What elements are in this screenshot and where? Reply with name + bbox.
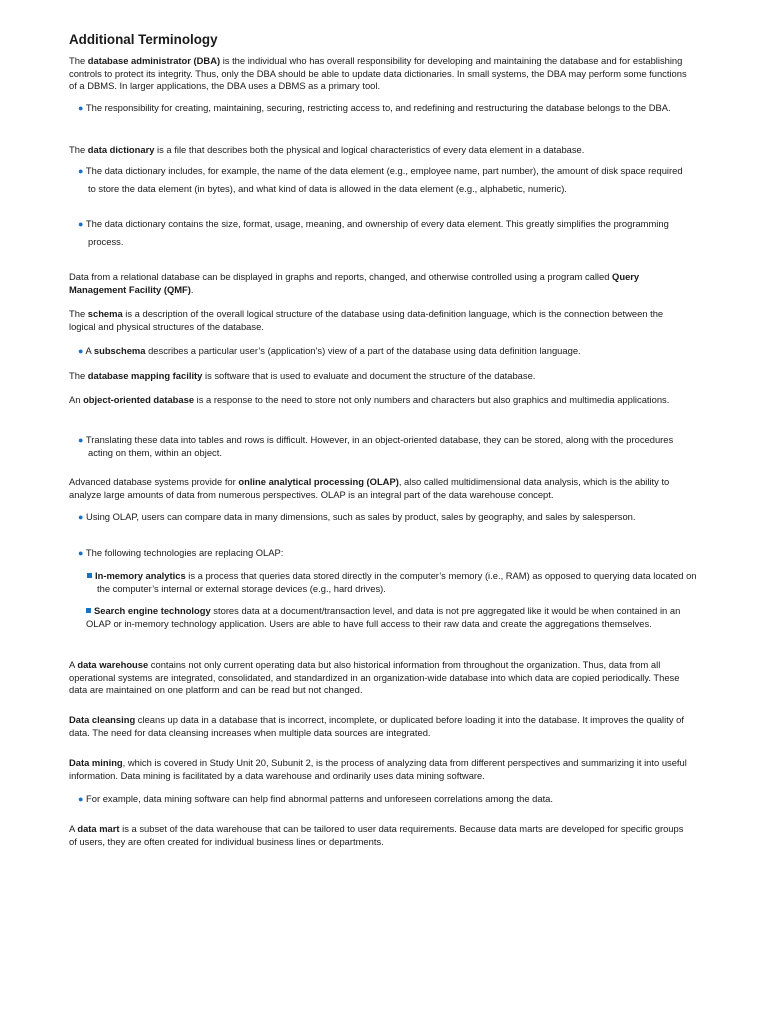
bullet-icon: ● bbox=[78, 166, 84, 176]
bullet-icon: ● bbox=[78, 435, 84, 445]
term-mapping-facility: database mapping facility bbox=[87, 370, 203, 381]
term-data-mart: data mart bbox=[77, 823, 120, 834]
term-search-engine: Search engine technology bbox=[94, 605, 211, 616]
olap-paragraph: Advanced database systems provide for online analytical processing (OLAP), also called multidimensional data analysis, which is the ability to analyze large amounts of data from numerous perspectives. OLAP is an integral part of the data warehouse concept. bbox=[69, 476, 670, 500]
page-title: Additional Terminology bbox=[69, 32, 218, 47]
data-dictionary-bullet-2: ● The data dictionary contains the size, format, usage, meaning, and ownership of every data element. This greatly simplifies the programming process. bbox=[78, 218, 669, 247]
term-inmemory: In-memory analytics bbox=[95, 570, 186, 581]
dba-paragraph: The database administrator (DBA) is the individual who has overall responsibility for developing and maintaining the database and for establishing controls to protect its integrity. Thus, only the DBA should be able to update data dictionaries. In small systems, the DBA may perform some functions of a DBMS. In larger applications, the DBA uses a DBMS as a primary tool. bbox=[69, 55, 687, 92]
term-subschema: subschema bbox=[93, 345, 146, 356]
term-dba: database administrator (DBA) bbox=[87, 55, 221, 66]
warehouse-paragraph: A data warehouse contains not only current operating data but also historical information from throughout the organization. Thus, data from all operational systems are integrated, consolidated, and standardized in an organization-wide database into which data are copied periodically. These data are maintained on one platform and can be read but not changed. bbox=[69, 659, 680, 696]
term-olap: online analytical processing (OLAP) bbox=[238, 476, 399, 487]
term-oodb: object-oriented database bbox=[83, 394, 195, 405]
oodb-bullet: ● Translating these data into tables and rows is difficult. However, in an object-oriented database, they can be stored, along with the procedures acting on them, within an object. bbox=[78, 434, 674, 458]
oodb-paragraph: An object-oriented database is a response to the need to store not only numbers and characters but also graphics and multimedia applications. bbox=[69, 394, 670, 405]
inmemory-subbullet: In-memory analytics is a process that queries data stored directly in the computer’s memory (i.e., RAM) as opposed to querying data located on the computer’s internal or external storage devices (e.g., hard drives). bbox=[86, 570, 697, 595]
term-data-mining: Data mining bbox=[69, 757, 123, 768]
cleansing-paragraph: Data cleansing cleans up data in a database that is incorrect, incomplete, or duplicated before loading it into the database. It improves the quality of data. The need for data cleansing increases when multiple data sources are integrated. bbox=[69, 714, 684, 738]
subschema-bullet: ● A subschema describes a particular user’s (application’s) view of a part of the database using data definition language. bbox=[78, 345, 581, 356]
bullet-icon: ● bbox=[78, 219, 84, 229]
schema-paragraph: The schema is a description of the overall logical structure of the database using data-definition language, which is the connection between the logical and physical structures of the database. bbox=[69, 308, 664, 332]
square-bullet-icon bbox=[87, 573, 92, 578]
mapping-paragraph: The database mapping facility is software that is used to evaluate and document the structure of the database. bbox=[69, 370, 536, 381]
term-qmf: Query Management Facility (QMF) bbox=[69, 271, 640, 295]
term-data-cleansing: Data cleansing bbox=[69, 714, 136, 725]
bullet-icon: ● bbox=[78, 346, 84, 356]
term-data-dictionary: data dictionary bbox=[87, 144, 155, 155]
mining-bullet: ● For example, data mining software can help find abnormal patterns and unforeseen correlations among the data. bbox=[78, 793, 553, 804]
bullet-icon: ● bbox=[78, 548, 84, 558]
qmf-paragraph: Data from a relational database can be displayed in graphs and reports, changed, and otherwise controlled using a program called Query Management Facility (QMF). bbox=[69, 271, 640, 295]
bullet-icon: ● bbox=[78, 512, 84, 522]
mining-paragraph: Data mining, which is covered in Study Unit 20, Subunit 2, is the process of analyzing data from different perspectives and summarizing it into useful information. Data mining is facilitated by a data warehouse and ordinarily uses data mining software. bbox=[69, 757, 687, 781]
dba-bullet: ● The responsibility for creating, maintaining, securing, restricting access to, and redefining and restructuring the database belongs to the DBA. bbox=[78, 102, 671, 113]
olap-bullet-1: ● Using OLAP, users can compare data in many dimensions, such as sales by product, sales by geography, and sales by salesperson. bbox=[78, 511, 636, 522]
data-dictionary-bullet-1: ● The data dictionary includes, for example, the name of the data element (e.g., employee name, part number), the amount of disk space required to store the data element (in bytes), and what kind of data is allowed in the data element (e.g., alphabetic, numeric). bbox=[78, 165, 683, 194]
search-engine-subbullet: Search engine technology stores data at a document/transaction level, and data is not pre aggregated like it would be when contained in an OLAP or in-memory technology application. Users are able to have full access to their raw data and create the aggregations themselves. bbox=[86, 605, 681, 629]
bullet-icon: ● bbox=[78, 794, 84, 804]
square-bullet-icon bbox=[86, 608, 91, 613]
data-dictionary-paragraph: The data dictionary is a file that describes both the physical and logical characteristics of every data element in a database. bbox=[69, 144, 585, 155]
olap-bullet-2: ● The following technologies are replacing OLAP: bbox=[78, 547, 284, 558]
term-data-warehouse: data warehouse bbox=[77, 659, 149, 670]
mart-paragraph: A data mart is a subset of the data warehouse that can be tailored to user data requirements. Because data marts are developed for specific groups of users, they are often created for individual business lines or departments. bbox=[69, 823, 684, 847]
bullet-icon: ● bbox=[78, 103, 84, 113]
term-schema: schema bbox=[87, 308, 123, 319]
